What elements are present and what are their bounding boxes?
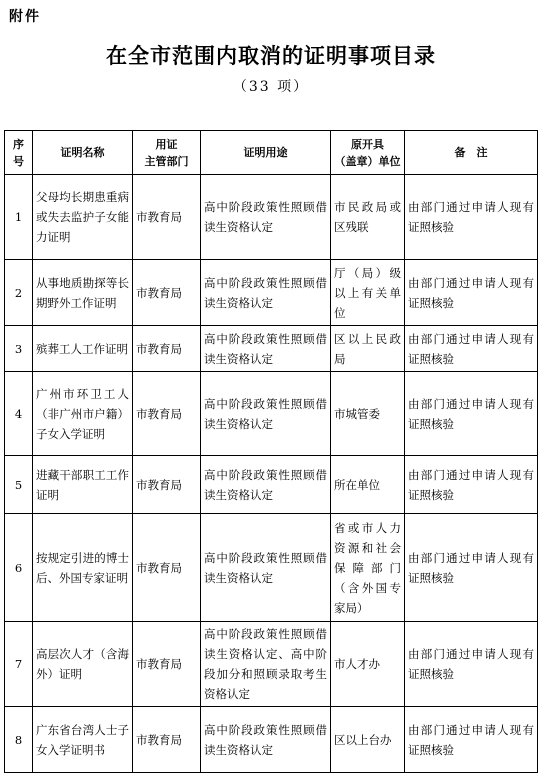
row-issuer: 厅（局）级以上有关单位 — [331, 260, 405, 326]
header-purpose: 证明用途 — [201, 131, 331, 175]
row-remark: 由部门通过申请人现有证照核验 — [405, 707, 538, 773]
header-name: 证明名称 — [33, 131, 133, 175]
row-issuer: 市城管委 — [331, 372, 405, 456]
item-count: （33 项） — [232, 79, 310, 95]
row-dept: 市教育局 — [133, 326, 201, 372]
table-row — [5, 456, 538, 514]
row-seq: 8 — [5, 707, 33, 773]
row-remark: 由部门通过申请人现有证照核验 — [405, 326, 538, 372]
table-row — [5, 326, 538, 372]
row-remark: 由部门通过申请人现有证照核验 — [405, 175, 538, 260]
row-seq: 7 — [5, 622, 33, 707]
row-seq: 6 — [5, 514, 33, 622]
row-name: 广东省台湾人士子女入学证明书 — [33, 707, 133, 773]
row-purpose: 高中阶段政策性照顾借读生资格认定 — [201, 707, 331, 773]
row-purpose: 高中阶段政策性照顾借读生资格认定、高中阶段加分和照顾录取考生资格认定 — [201, 622, 331, 707]
row-seq: 4 — [5, 372, 33, 456]
header-dept — [133, 131, 201, 175]
attachment-label: 附件 — [9, 9, 41, 25]
row-purpose: 高中阶段政策性照顾借读生资格认定 — [201, 456, 331, 514]
row-purpose: 高中阶段政策性照顾借读生资格认定 — [201, 326, 331, 372]
header-issuer-line2: （盖章）单位 — [334, 154, 401, 168]
row-purpose: 高中阶段政策性照顾借读生资格认定 — [201, 372, 331, 456]
header-seq: 序号 — [5, 131, 33, 175]
row-dept: 市教育局 — [133, 707, 201, 773]
row-dept: 市教育局 — [133, 456, 201, 514]
row-seq: 2 — [5, 260, 33, 326]
table-row — [5, 707, 538, 773]
row-issuer: 所在单位 — [331, 456, 405, 514]
row-purpose: 高中阶段政策性照顾借读生资格认定 — [201, 175, 331, 260]
header-remark: 备 注 — [405, 131, 538, 175]
row-remark: 由部门通过申请人现有证照核验 — [405, 622, 538, 707]
row-name: 高层次人才（含海外）证明 — [33, 622, 133, 707]
table-body — [5, 175, 538, 773]
row-issuer: 区以上台办 — [331, 707, 405, 773]
row-name: 父母均长期患重病或失去监护子女能力证明 — [33, 175, 133, 260]
table-row — [5, 372, 538, 456]
row-name: 殡葬工人工作证明 — [33, 326, 133, 372]
header-dept-line1: 用证 — [155, 137, 178, 151]
header-dept-line2: 主管部门 — [144, 154, 189, 168]
table-row — [5, 260, 538, 326]
row-dept: 市教育局 — [133, 260, 201, 326]
table-row — [5, 622, 538, 707]
row-issuer: 市人才办 — [331, 622, 405, 707]
row-seq: 5 — [5, 456, 33, 514]
row-issuer: 区以上民政局 — [331, 326, 405, 372]
row-issuer: 省或市人力资源和社会保障部门（含外国专家局） — [331, 514, 405, 622]
row-dept: 市教育局 — [133, 175, 201, 260]
row-purpose: 高中阶段政策性照顾借读生资格认定 — [201, 260, 331, 326]
row-name: 广州市环卫工人（非广州市户籍）子女入学证明 — [33, 372, 133, 456]
row-issuer: 市民政局或区残联 — [331, 175, 405, 260]
row-seq: 1 — [5, 175, 33, 260]
row-name: 从事地质勘探等长期野外工作证明 — [33, 260, 133, 326]
row-name: 按规定引进的博士后、外国专家证明 — [33, 514, 133, 622]
page-title: 在全市范围内取消的证明事项目录 — [106, 43, 436, 68]
certificate-table — [4, 130, 538, 773]
row-seq: 3 — [5, 326, 33, 372]
row-dept: 市教育局 — [133, 372, 201, 456]
row-remark: 由部门通过申请人现有证照核验 — [405, 260, 538, 326]
row-name: 进藏干部职工工作证明 — [33, 456, 133, 514]
table-row — [5, 514, 538, 622]
header-issuer-line1: 原开具 — [351, 137, 384, 151]
row-dept: 市教育局 — [133, 622, 201, 707]
row-remark: 由部门通过申请人现有证照核验 — [405, 514, 538, 622]
row-purpose: 高中阶段政策性照顾借读生资格认定 — [201, 514, 331, 622]
table-header-row — [5, 131, 538, 175]
header-issuer — [331, 131, 405, 175]
table-row — [5, 175, 538, 260]
row-remark: 由部门通过申请人现有证照核验 — [405, 456, 538, 514]
row-remark: 由部门通过申请人现有证照核验 — [405, 372, 538, 456]
row-dept: 市教育局 — [133, 514, 201, 622]
